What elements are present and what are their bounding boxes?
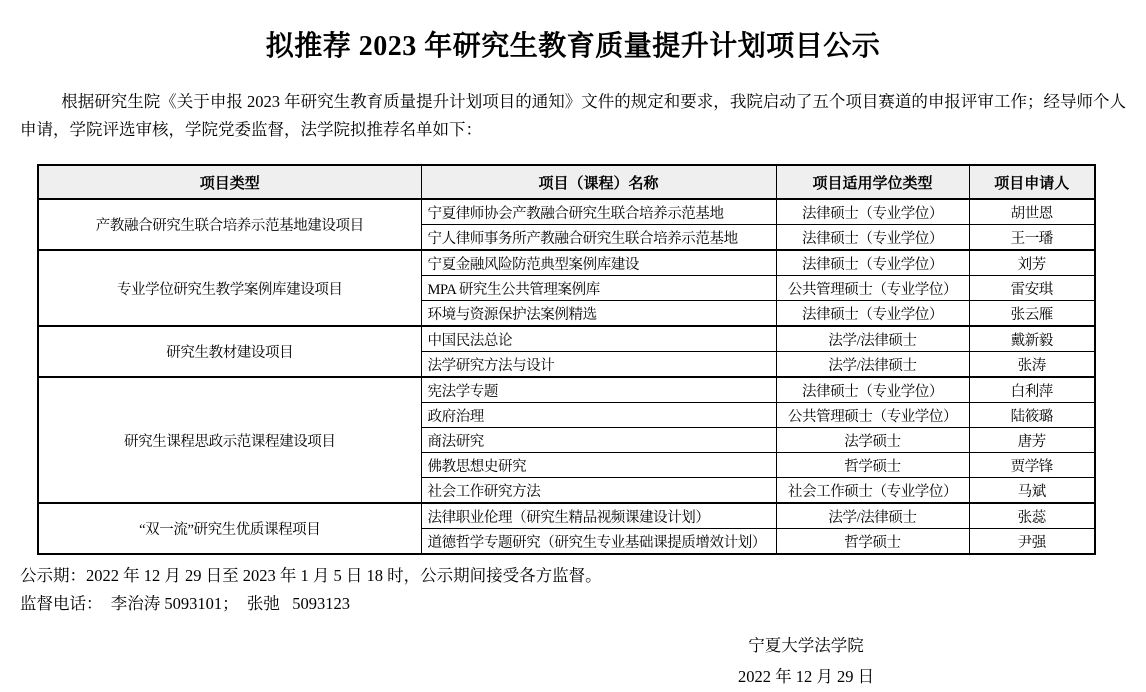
col-header-degree-type: 项目适用学位类型	[776, 165, 969, 199]
table-row	[38, 250, 1095, 276]
project-degree-cell: 法学/法律硕士	[776, 503, 969, 529]
projects-table-body	[38, 199, 1095, 554]
supervision-phone-line: 监督电话： 李治涛 5093101； 张弛 5093123	[20, 594, 350, 613]
project-name-cell: 社会工作研究方法	[421, 478, 776, 504]
signature-date: 2022 年 12 月 29 日	[737, 667, 875, 686]
project-name-cell: 宪法学专题	[421, 377, 776, 403]
projects-table	[37, 164, 1096, 555]
project-name-cell: 宁人律师事务所产教融合研究生联合培养示范基地	[421, 225, 776, 251]
table-row	[38, 199, 1095, 225]
project-applicant-cell: 贾学锋	[969, 453, 1095, 478]
project-applicant-cell: 马斌	[969, 478, 1095, 504]
project-degree-cell: 法律硕士（专业学位）	[776, 225, 969, 251]
col-header-project-type: 项目类型	[38, 165, 421, 199]
project-applicant-cell: 张涛	[969, 352, 1095, 378]
project-degree-cell: 法学/法律硕士	[776, 326, 969, 352]
table-row	[38, 377, 1095, 403]
project-degree-cell: 法律硕士（专业学位）	[776, 301, 969, 327]
notice-period-line: 公示期：2022 年 12 月 29 日至 2023 年 1 月 5 日 18 时，公示期间接受各方监督。	[20, 566, 602, 585]
project-type-cell: “双一流”研究生优质课程项目	[38, 503, 421, 554]
project-applicant-cell: 张云雁	[969, 301, 1095, 327]
table-row	[38, 326, 1095, 352]
project-name-cell: 法学研究方法与设计	[421, 352, 776, 378]
project-degree-cell: 法律硕士（专业学位）	[776, 199, 969, 225]
project-name-cell: 法律职业伦理（研究生精品视频课建设计划）	[421, 503, 776, 529]
project-name-cell: MPA 研究生公共管理案例库	[421, 276, 776, 301]
project-applicant-cell: 尹强	[969, 529, 1095, 555]
project-name-cell: 政府治理	[421, 403, 776, 428]
table-header-row	[38, 165, 1095, 199]
project-type-cell: 产教融合研究生联合培养示范基地建设项目	[38, 199, 421, 250]
signature-organization: 宁夏大学法学院	[748, 636, 864, 655]
footer-block	[20, 562, 1126, 618]
project-name-cell: 环境与资源保护法案例精选	[421, 301, 776, 327]
project-degree-cell: 法学硕士	[776, 428, 969, 453]
project-type-cell: 研究生教材建设项目	[38, 326, 421, 377]
project-applicant-cell: 王一璠	[969, 225, 1095, 251]
intro-paragraph: 根据研究生院《关于申报 2023 年研究生教育质量提升计划项目的通知》文件的规定和要求，我院启动了五个项目赛道的申报评审工作；经导师个人申请，学院评选审核，学院党委监督，法学院拟推荐名单如下：	[20, 92, 1126, 139]
project-degree-cell: 哲学硕士	[776, 529, 969, 555]
table-row	[38, 503, 1095, 529]
project-applicant-cell: 陆筱璐	[969, 403, 1095, 428]
signature-block	[656, 630, 956, 692]
project-name-cell: 商法研究	[421, 428, 776, 453]
project-degree-cell: 法律硕士（专业学位）	[776, 377, 969, 403]
project-applicant-cell: 白利萍	[969, 377, 1095, 403]
project-applicant-cell: 戴新毅	[969, 326, 1095, 352]
project-applicant-cell: 唐芳	[969, 428, 1095, 453]
project-degree-cell: 社会工作硕士（专业学位）	[776, 478, 969, 504]
project-degree-cell: 法学/法律硕士	[776, 352, 969, 378]
col-header-applicant: 项目申请人	[969, 165, 1095, 199]
project-type-cell: 专业学位研究生教学案例库建设项目	[38, 250, 421, 326]
page-title: 拟推荐 2023 年研究生教育质量提升计划项目公示	[265, 31, 881, 62]
project-applicant-cell: 张蕊	[969, 503, 1095, 529]
project-name-cell: 宁夏金融风险防范典型案例库建设	[421, 250, 776, 276]
project-name-cell: 宁夏律师协会产教融合研究生联合培养示范基地	[421, 199, 776, 225]
project-type-cell: 研究生课程思政示范课程建设项目	[38, 377, 421, 503]
project-name-cell: 佛教思想史研究	[421, 453, 776, 478]
project-applicant-cell: 雷安琪	[969, 276, 1095, 301]
project-degree-cell: 哲学硕士	[776, 453, 969, 478]
project-name-cell: 中国民法总论	[421, 326, 776, 352]
project-degree-cell: 公共管理硕士（专业学位）	[776, 276, 969, 301]
project-degree-cell: 公共管理硕士（专业学位）	[776, 403, 969, 428]
col-header-project-name: 项目（课程）名称	[421, 165, 776, 199]
project-applicant-cell: 刘芳	[969, 250, 1095, 276]
project-degree-cell: 法律硕士（专业学位）	[776, 250, 969, 276]
project-name-cell: 道德哲学专题研究（研究生专业基础课提质增效计划）	[421, 529, 776, 555]
project-applicant-cell: 胡世恩	[969, 199, 1095, 225]
